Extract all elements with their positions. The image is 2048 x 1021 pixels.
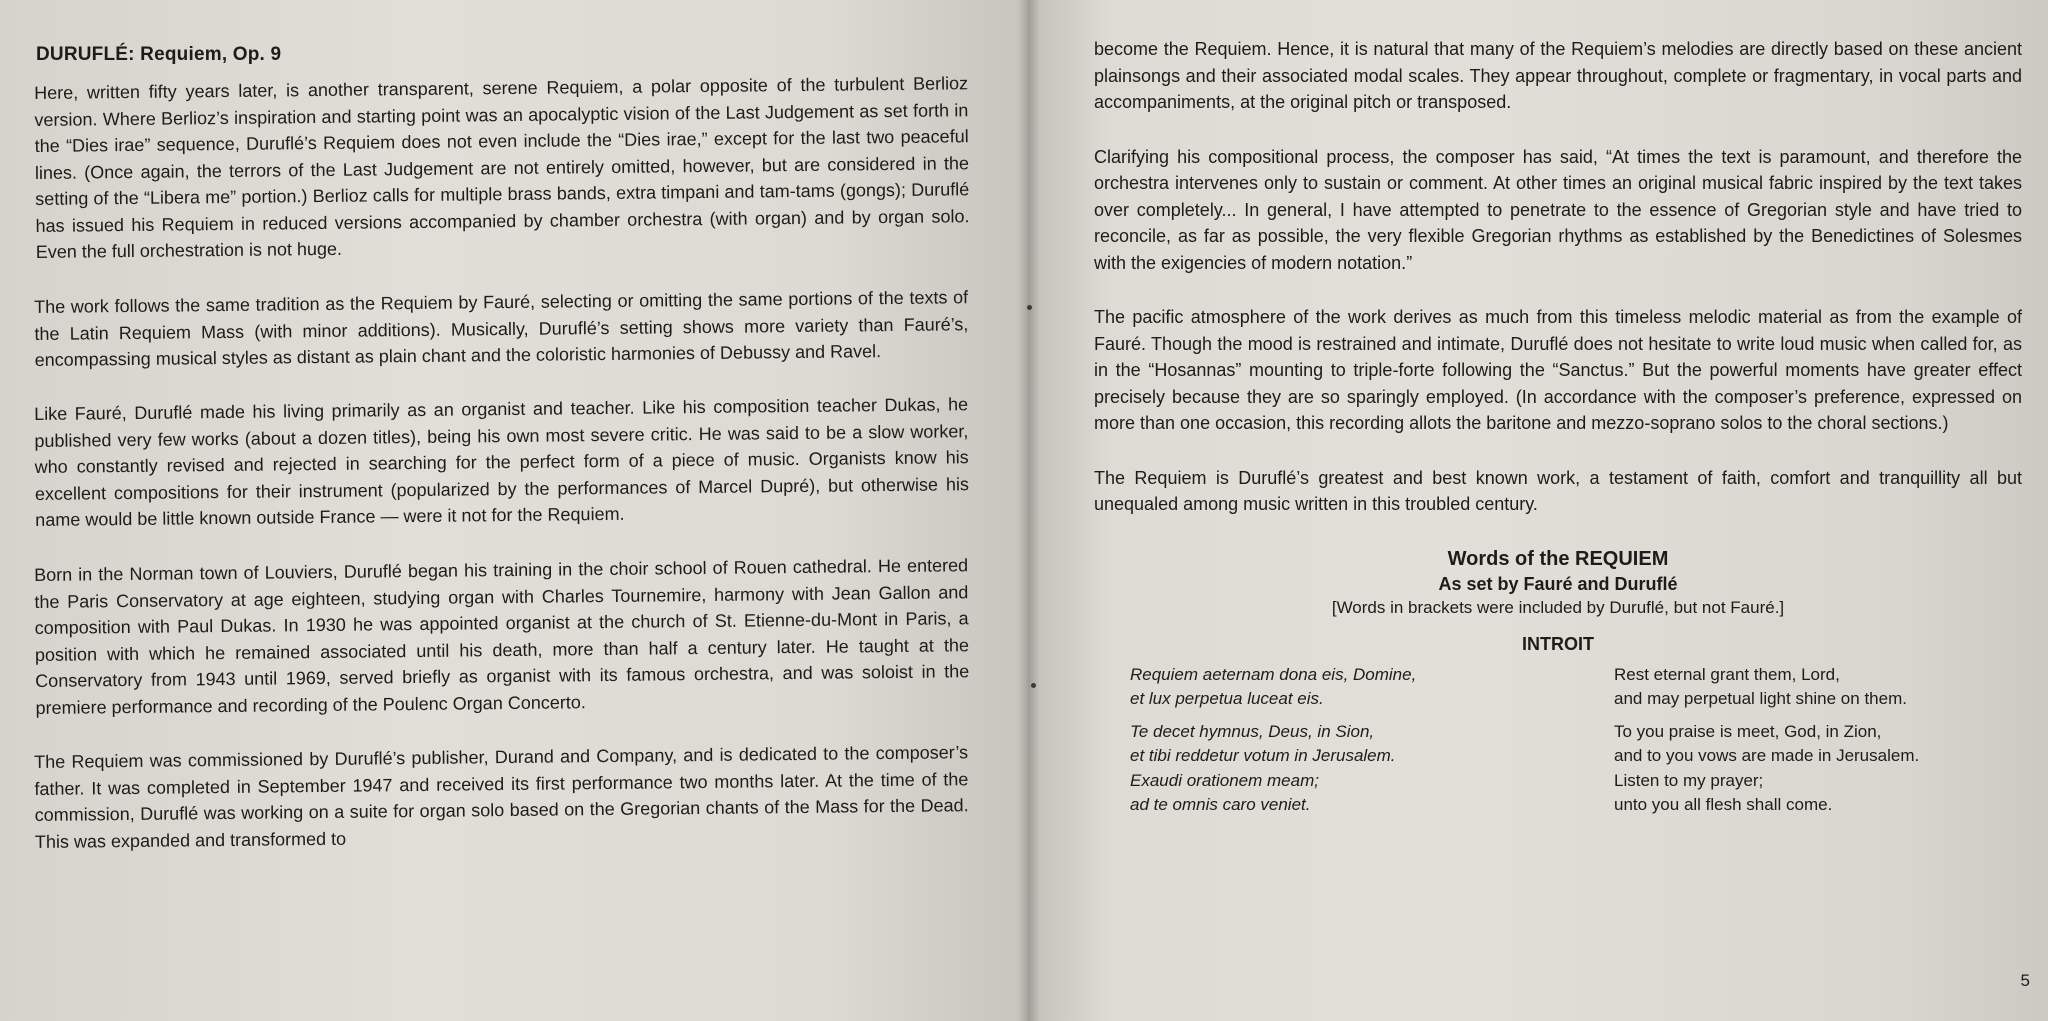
paragraph: Like Fauré, Duruflé made his living primarily as an organist and teacher. Like his composition teacher Dukas, he published very few works (about a dozen titles), being his own most severe critic. He was said to be a slow worker, who constantly revised and rejected in searching for the perfect form of a piece of music. Organists know his excellent compositions for their instrument (popularized by the performances of Marcel Dupré), but otherwise his name would be little known outside France — were it not for the Requiem. bbox=[34, 394, 970, 530]
binding-dot bbox=[1027, 305, 1032, 310]
words-subtitle: As set by Fauré and Duruflé bbox=[1438, 573, 1678, 594]
latin-line: Exaudi orationem meam; bbox=[1130, 770, 1319, 790]
paragraph: The Requiem is Duruflé’s greatest and best known work, a testament of faith, comfort and tranquillity all but unequaled among music written in this troubled century. bbox=[1094, 467, 2022, 514]
english-line: and may perpetual light shine on them. bbox=[1614, 689, 1907, 708]
right-page bbox=[1028, 0, 2048, 1021]
latin-line: Requiem aeternam dona eis, Domine, bbox=[1130, 664, 1417, 684]
latin-line: et lux perpetua luceat eis. bbox=[1130, 689, 1324, 708]
paragraph: become the Requiem. Hence, it is natural that many of the Requiem’s melodies are directly based on these ancient plainsongs and their associated modal scales. They appear throughout, complete or fragmentary, in vocal parts and accompaniments, at the original pitch or transposed. bbox=[1094, 39, 2022, 112]
section-heading: DURUFLÉ: Requiem, Op. 9 bbox=[36, 44, 282, 65]
book-gutter bbox=[1018, 0, 1040, 1021]
english-line: Listen to my prayer; bbox=[1614, 770, 1764, 790]
latin-line: Te decet hymnus, Deus, in Sion, bbox=[1130, 721, 1375, 741]
words-note: [Words in brackets were included by Duruflé, but not Fauré.] bbox=[1331, 597, 1785, 617]
paragraph: The Requiem was commissioned by Duruflé’s publisher, Durand and Company, and is dedicated to the composer’s father. It was completed in September 1947 and received its first performance two months later. At the time of the commission, Duruflé was working on a suite for organ solo based on the Gregorian chants of the Mass for the Dead. This was expanded and transformed to bbox=[34, 741, 969, 851]
paragraph: The work follows the same tradition as the Requiem by Fauré, selecting or omitting the same portions of the texts of the Latin Requiem Mass (with minor additions). Musically, Duruflé’s setting shows more variety than Fauré’s, encompassing musical styles as distant as plain chant and the coloristic harmonies of Debussy and Ravel. bbox=[34, 286, 969, 370]
paragraph: Clarifying his compositional process, the composer has said, “At times the text is paramount, and therefore the orchestra intervenes only to sustain or comment. At other times an original musical fabric inspired by the text takes over completely... In general, I have attempted to penetrate to the essence of Gregorian style and have tried to reconcile, as far as possible, the very flexible Gregorian rhythms as established by the Benedictines of Solesmes with the exigencies of modern notation.” bbox=[1094, 146, 2022, 273]
paragraph: The pacific atmosphere of the work derives as much from this timeless melodic material as from the example of Fauré. Though the mood is restrained and intimate, Duruflé does not hesitate to write loud music when called for, as in the “Hosannas” mounting to triple-forte following the “Sanctus.” But the powerful moments have greater effect precisely because they are so sparingly employed. (In accordance with the composer’s preference, expressed on more than one occasion, this recording allots the baritone and mezzo-soprano solos to the choral sections.) bbox=[1094, 307, 2022, 433]
binding-dot bbox=[1031, 683, 1036, 688]
paragraph: Born in the Norman town of Louviers, Duruflé began his training in the choir school of Rouen cathedral. He entered the Paris Conservatory at age eighteen, studying organ with Charles Tournemire, harmony with Jean Gallon and composition with Paul Dukas. In 1930 he was appointed organist at the church of St. Etienne-du-Mont in Paris, a position with which he remained associated until his death, more than half a century later. He taught at the Conservatory from 1943 until 1969, served briefly as organist with its famous orchestra, and was soloist in the premiere performance and recording of the Poulenc Organ Concerto. bbox=[34, 554, 970, 717]
latin-stanza bbox=[1130, 720, 1614, 818]
english-stanza bbox=[1614, 720, 1919, 818]
words-header bbox=[1094, 546, 2022, 655]
english-line: and to you vows are made in Jerusalem. bbox=[1614, 746, 1920, 765]
english-column bbox=[1614, 663, 1919, 826]
english-line: unto you all flesh shall come. bbox=[1614, 795, 1833, 814]
latin-stanza bbox=[1130, 663, 1614, 712]
english-stanza bbox=[1614, 663, 1919, 712]
english-line: To you praise is meet, God, in Zion, bbox=[1614, 721, 1882, 741]
latin-column bbox=[1094, 663, 1614, 826]
paragraph: Here, written fifty years later, is another transparent, serene Requiem, a polar opposite of the turbulent Berlioz version. Where Berlioz’s inspiration and starting point was an apocalyptic vision of the Last Judgement as set forth in the “Dies irae” sequence, Duruflé’s Requiem does not even include the “Dies irae,” except for the last two peaceful lines. (Once again, the terrors of the Last Judgement are not entirely omitted, however, but are considered in the setting of the “Libera me” portion.) Berlioz calls for multiple brass bands, extra timpani and tam-tams (gongs); Duruflé has issued his Requiem in reduced versions accompanied by chamber orchestra (with organ) and by organ solo. Even the full orchestration is not huge. bbox=[34, 73, 970, 262]
latin-line: et tibi reddetur votum in Jerusalem. bbox=[1130, 746, 1396, 765]
page-number: 5 bbox=[2020, 971, 2030, 990]
latin-line: ad te omnis caro veniet. bbox=[1130, 795, 1311, 814]
english-line: Rest eternal grant them, Lord, bbox=[1614, 664, 1840, 684]
words-title: Words of the REQUIEM bbox=[1447, 547, 1669, 570]
verse-columns bbox=[1094, 663, 2022, 826]
introit-title: INTROIT bbox=[1522, 633, 1594, 654]
